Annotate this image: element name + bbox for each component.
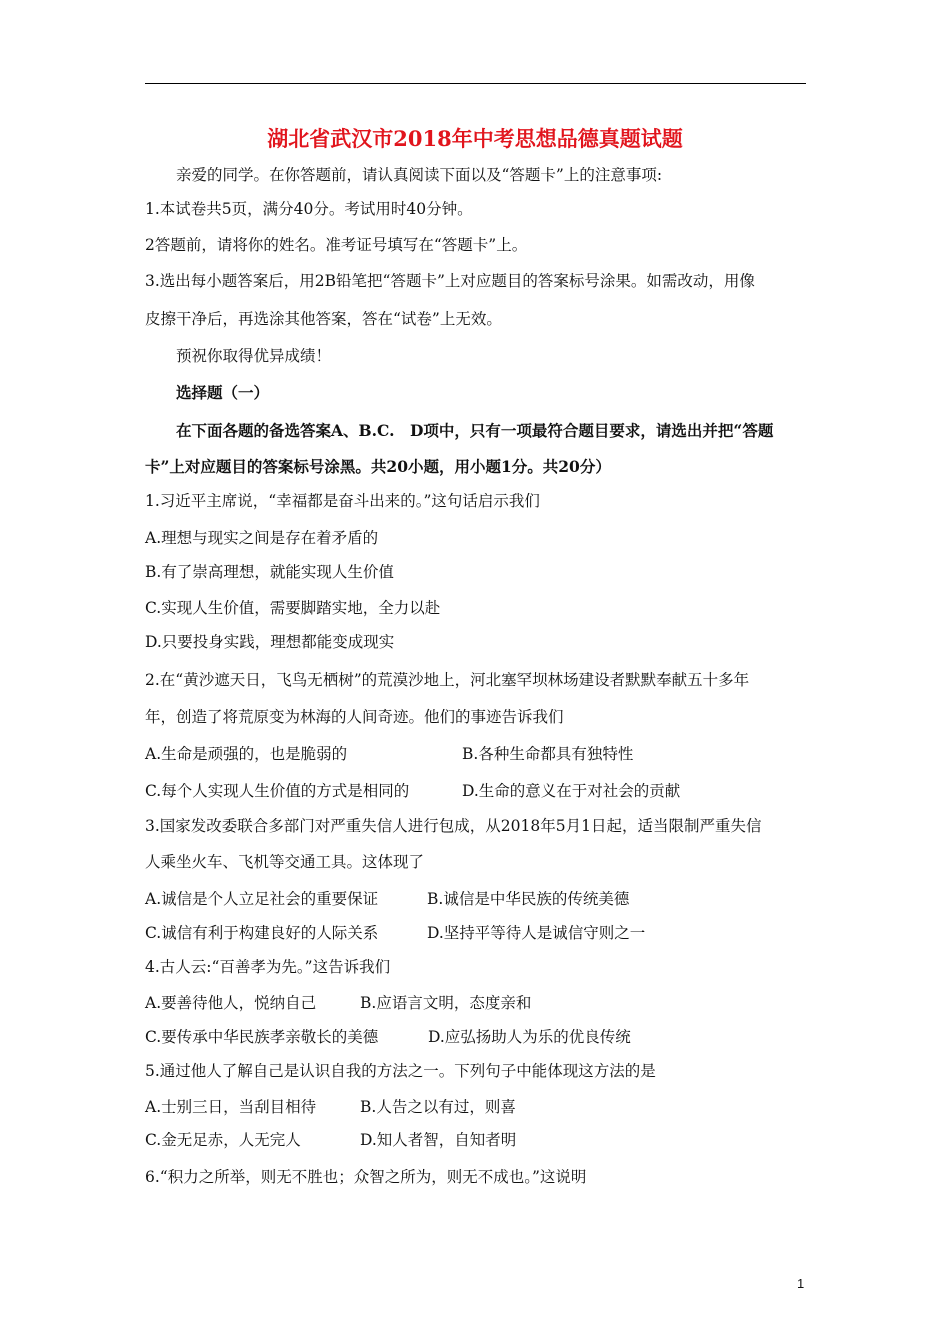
note-1: 1.本试卷共5页，满分40分。考试用时40分钟。 bbox=[145, 200, 473, 218]
q4-option-b: B.应语言文明，态度亲和 bbox=[360, 994, 532, 1012]
q6-stem: 6.“积力之所举，则无不胜也；众智之所为，则无不成也。”这说明 bbox=[145, 1168, 587, 1186]
section-heading: 选择题（一） bbox=[176, 383, 270, 402]
q1-stem: 1.习近平主席说，“幸福都是奋斗出来的。”这句话启示我们 bbox=[145, 492, 540, 510]
q5-option-c: C.金无足赤，人无完人 bbox=[145, 1131, 301, 1149]
q2-stem-line-1: 2.在“黄沙遮天日，飞鸟无栖树”的荒漠沙地上，河北塞罕坝林场建设者默默奉献五十多年 bbox=[145, 671, 750, 689]
document-title: 湖北省武汉市2018年中考思想品德真题试题 bbox=[267, 126, 683, 151]
q3-option-d: D.坚持平等待人是诚信守则之一 bbox=[427, 924, 646, 942]
q2-option-c: C.每个人实现人生价值的方式是相同的 bbox=[145, 782, 410, 800]
q1-option-c: C.实现人生价值，需要脚踏实地，全力以赴 bbox=[145, 599, 441, 617]
note-2: 2答题前，请将你的姓名。准考证号填写在“答题卡”上。 bbox=[145, 236, 528, 254]
q5-option-b: B.人告之以有过，则喜 bbox=[360, 1098, 516, 1116]
wish-text: 预祝你取得优异成绩！ bbox=[176, 347, 332, 365]
q3-stem-line-1: 3.国家发改委联合多部门对严重失信人进行包成，从2018年5月1日起，适当限制严重失信 bbox=[145, 817, 762, 835]
q4-stem: 4.古人云:“百善孝为先。”这告诉我们 bbox=[145, 958, 391, 976]
q5-option-a: A.士别三日，当刮目相待 bbox=[145, 1098, 317, 1116]
q2-stem-line-2: 年，创造了将荒原变为林海的人间奇迹。他们的事迹告诉我们 bbox=[145, 708, 564, 726]
intro-greeting: 亲爱的同学。在你答题前，请认真阅读下面以及“答题卡”上的注意事项: bbox=[176, 166, 663, 184]
note-3-line-2: 皮擦干净后，再选涂其他答案，答在“试卷”上无效。 bbox=[145, 310, 502, 328]
note-3-line-1: 3.选出每小题答案后，用2B铅笔把“答题卡”上对应题目的答案标号涂果。如需改动，用像 bbox=[145, 272, 755, 290]
page-number: 1 bbox=[797, 1276, 805, 1291]
q3-option-c: C.诚信有利于构建良好的人际关系 bbox=[145, 924, 379, 942]
q3-option-a: A.诚信是个人立足社会的重要保证 bbox=[145, 890, 379, 908]
q4-option-c: C.要传承中华民族孝亲敬长的美德 bbox=[145, 1028, 379, 1046]
q5-stem: 5.通过他人了解自己是认识自我的方法之一。下列句子中能体现这方法的是 bbox=[145, 1062, 656, 1080]
q3-option-b: B.诚信是中华民族的传统美德 bbox=[427, 890, 630, 908]
section-instruction-line-1: 在下面各题的备选答案A、B.C. D项中，只有一项最符合题目要求，请选出并把“答题 bbox=[176, 421, 774, 440]
q2-option-b: B.各种生命都具有独特性 bbox=[462, 745, 634, 763]
section-instruction-line-2: 卡”上对应题目的答案标号涂黑。共20小题，用小题1分。共20分） bbox=[145, 457, 611, 476]
q2-option-a: A.生命是顽强的，也是脆弱的 bbox=[145, 745, 348, 763]
q4-option-a: A.要善待他人，悦纳自己 bbox=[145, 994, 317, 1012]
q1-option-b: B.有了崇高理想，就能实现人生价值 bbox=[145, 563, 394, 581]
q1-option-a: A.理想与现实之间是存在着矛盾的 bbox=[145, 529, 379, 547]
header-rule bbox=[145, 83, 806, 84]
q3-stem-line-2: 人乘坐火车、飞机等交通工具。这体现了 bbox=[145, 853, 425, 871]
q2-option-d: D.生命的意义在于对社会的贡献 bbox=[462, 782, 681, 800]
q1-option-d: D.只要投身实践，理想都能变成现实 bbox=[145, 633, 395, 651]
q5-option-d: D.知人者智，自知者明 bbox=[360, 1131, 517, 1149]
q4-option-d: D.应弘扬助人为乐的优良传统 bbox=[428, 1028, 631, 1046]
